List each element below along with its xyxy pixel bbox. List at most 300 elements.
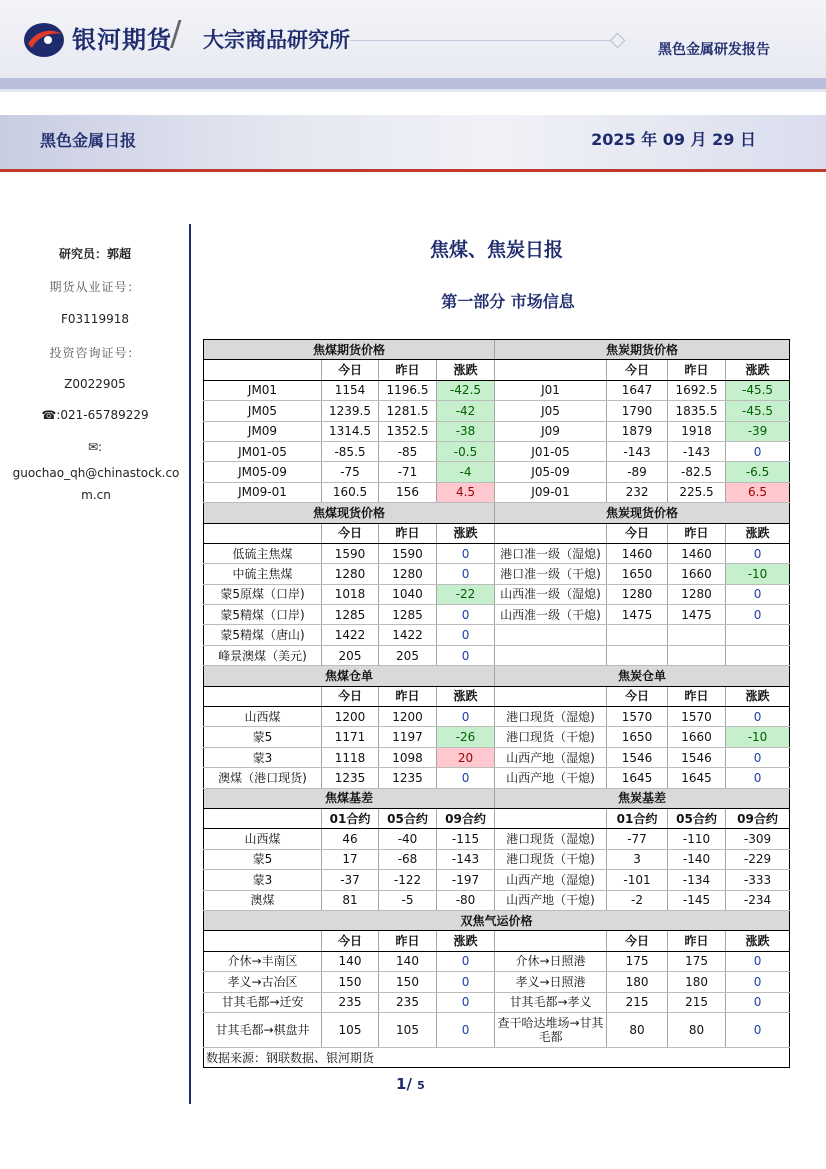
table-row (204, 441, 790, 461)
change-cell: -38 (437, 421, 495, 441)
column-header: 今日 (322, 686, 379, 706)
column-header: 今日 (607, 523, 668, 543)
table-row (204, 380, 790, 400)
column-header-row (204, 686, 790, 706)
column-header: 01合约 (322, 808, 379, 828)
column-header-blank (204, 686, 322, 706)
column-header: 涨跌 (437, 931, 495, 951)
value-cell: 140 (322, 951, 379, 971)
report-date: 2025 年 09 月 29 日 (591, 130, 756, 149)
row-label: 澳煤 (204, 890, 322, 910)
row-label: 峰景澳煤（美元) (204, 645, 322, 665)
column-header: 涨跌 (437, 523, 495, 543)
change-cell: -10 (726, 727, 790, 747)
value-cell: 1590 (322, 543, 379, 563)
value-cell: 1422 (379, 625, 437, 645)
row-label: 澳煤（港口现货) (204, 768, 322, 788)
change-cell: 0 (437, 992, 495, 1012)
change-cell: 20 (437, 747, 495, 767)
row-label: 甘其毛都→棋盘井 (204, 1012, 322, 1047)
row-label: J05 (495, 401, 607, 421)
change-cell: 0 (726, 951, 790, 971)
invest-license-label: 投资咨询证号： (49, 346, 141, 360)
value-cell: 1171 (322, 727, 379, 747)
value-cell: 105 (379, 1012, 437, 1047)
value-cell: -77 (607, 829, 668, 849)
value-cell: 17 (322, 849, 379, 869)
section-title-left: 焦煤期货价格 (204, 340, 495, 360)
value-cell: 215 (607, 992, 668, 1012)
value-cell (668, 625, 726, 645)
value-cell: 1475 (668, 605, 726, 625)
table-row (204, 951, 790, 971)
value-cell: -85.5 (322, 441, 379, 461)
value-cell: 1154 (322, 380, 379, 400)
row-label: 蒙3 (204, 870, 322, 890)
change-cell: 0 (437, 951, 495, 971)
value-cell: 232 (607, 482, 668, 502)
value-cell: 140 (379, 951, 437, 971)
change-cell: 0 (437, 707, 495, 727)
value-cell: 1118 (322, 747, 379, 767)
value-cell: -309 (726, 829, 790, 849)
value-cell: 81 (322, 890, 379, 910)
value-cell: 175 (668, 951, 726, 971)
value-cell: 215 (668, 992, 726, 1012)
row-label: 蒙3 (204, 747, 322, 767)
row-label: 山西准一级（湿熄) (495, 584, 607, 604)
value-cell: -89 (607, 462, 668, 482)
table-row (204, 482, 790, 502)
column-header: 01合约 (607, 808, 668, 828)
row-label: J09-01 (495, 482, 607, 502)
value-cell: -101 (607, 870, 668, 890)
value-cell: 1196.5 (379, 380, 437, 400)
value-cell: 1546 (607, 747, 668, 767)
row-label: 低硫主焦煤 (204, 543, 322, 563)
column-header: 05合约 (668, 808, 726, 828)
column-header-row (204, 931, 790, 951)
row-label: 蒙5精煤（口岸) (204, 605, 322, 625)
table-row (204, 707, 790, 727)
value-cell: 1650 (607, 727, 668, 747)
table-row (204, 870, 790, 890)
value-cell: 1280 (379, 564, 437, 584)
section-header-row (204, 666, 790, 686)
table-row (204, 645, 790, 665)
value-cell: 1647 (607, 380, 668, 400)
value-cell: -5 (379, 890, 437, 910)
row-label: 介休→日照港 (495, 951, 607, 971)
table-row (204, 747, 790, 767)
column-header-blank (495, 808, 607, 828)
value-cell: 46 (322, 829, 379, 849)
row-label: 港口现货（干熄) (495, 849, 607, 869)
column-header: 涨跌 (437, 360, 495, 380)
value-cell (668, 645, 726, 665)
value-cell: 1281.5 (379, 401, 437, 421)
value-cell: 1650 (607, 564, 668, 584)
table-row (204, 543, 790, 563)
column-header-blank (204, 523, 322, 543)
value-cell: -85 (379, 441, 437, 461)
page-title: 焦煤、焦炭日报 (429, 239, 563, 261)
change-cell: 0 (437, 625, 495, 645)
change-cell: 0 (726, 543, 790, 563)
change-cell: 0 (726, 747, 790, 767)
column-header: 09合约 (726, 808, 790, 828)
row-label: 山西煤 (204, 707, 322, 727)
change-cell: 0 (437, 972, 495, 992)
value-cell: 180 (668, 972, 726, 992)
table-row (204, 605, 790, 625)
value-cell: -143 (607, 441, 668, 461)
value-cell: 1879 (607, 421, 668, 441)
page-total: 5 (417, 1079, 425, 1092)
section-title-left: 焦煤仓单 (204, 666, 495, 686)
change-cell: 0 (726, 584, 790, 604)
row-label: 孝义→古冶区 (204, 972, 322, 992)
row-label: 山西产地（湿熄) (495, 747, 607, 767)
value-cell: 1200 (379, 707, 437, 727)
value-cell (607, 645, 668, 665)
value-cell: -2 (607, 890, 668, 910)
email-address[interactable]: guochao_qh@chinastock.com.cn (12, 466, 180, 502)
column-header-blank (204, 360, 322, 380)
row-label: JM05-09 (204, 462, 322, 482)
brand-divider: / (170, 14, 182, 54)
value-cell: -40 (379, 829, 437, 849)
value-cell: 180 (607, 972, 668, 992)
value-cell: -115 (437, 829, 495, 849)
value-cell: -143 (668, 441, 726, 461)
change-cell: -10 (726, 564, 790, 584)
value-cell: 150 (322, 972, 379, 992)
value-cell: 1352.5 (379, 421, 437, 441)
value-cell: 105 (322, 1012, 379, 1047)
column-header: 今日 (322, 360, 379, 380)
table-row (204, 972, 790, 992)
change-cell: 0 (726, 1012, 790, 1047)
value-cell: 1018 (322, 584, 379, 604)
row-label: 介休→丰南区 (204, 951, 322, 971)
data-source-note: 数据来源：钢联数据、银河期货 (204, 1047, 790, 1067)
value-cell: 1918 (668, 421, 726, 441)
value-cell: 80 (607, 1012, 668, 1047)
row-label: 山西产地（湿熄) (495, 870, 607, 890)
value-cell: 205 (322, 645, 379, 665)
column-header-blank (495, 360, 607, 380)
value-cell: -71 (379, 462, 437, 482)
table-row (204, 625, 790, 645)
change-cell (726, 625, 790, 645)
row-label (495, 645, 607, 665)
page-number: 1/ 5 (396, 1075, 425, 1093)
column-header: 涨跌 (726, 360, 790, 380)
column-header: 涨跌 (437, 686, 495, 706)
change-cell: -6.5 (726, 462, 790, 482)
table-row (204, 401, 790, 421)
section-title-right: 焦炭基差 (495, 788, 790, 808)
change-cell: -42 (437, 401, 495, 421)
value-cell: -134 (668, 870, 726, 890)
header-stripe (0, 78, 826, 89)
value-cell: 1645 (668, 768, 726, 788)
change-cell: 6.5 (726, 482, 790, 502)
phone-number: ☎:021-65789229 (41, 408, 149, 422)
change-cell: 0 (726, 992, 790, 1012)
change-cell: 4.5 (437, 482, 495, 502)
table-row (204, 462, 790, 482)
row-label: 蒙5 (204, 727, 322, 747)
column-header-blank (204, 808, 322, 828)
value-cell: 156 (379, 482, 437, 502)
section-title-right: 焦炭仓单 (495, 666, 790, 686)
value-cell: 1790 (607, 401, 668, 421)
column-header: 今日 (607, 931, 668, 951)
column-header: 今日 (607, 360, 668, 380)
row-label: 港口现货（湿熄) (495, 707, 607, 727)
column-header: 涨跌 (726, 931, 790, 951)
column-header-blank (495, 931, 607, 951)
value-cell: -140 (668, 849, 726, 869)
value-cell: 1239.5 (322, 401, 379, 421)
column-header: 昨日 (668, 523, 726, 543)
row-label: 蒙5 (204, 849, 322, 869)
value-cell: 1098 (379, 747, 437, 767)
row-label: JM01 (204, 380, 322, 400)
column-header: 昨日 (379, 931, 437, 951)
column-header-blank (495, 523, 607, 543)
table-row (204, 829, 790, 849)
change-cell: 0 (437, 645, 495, 665)
change-cell: 0 (437, 768, 495, 788)
column-header: 今日 (322, 931, 379, 951)
table-row (204, 584, 790, 604)
table-row (204, 727, 790, 747)
row-label: 山西准一级（干熄) (495, 605, 607, 625)
value-cell: 80 (668, 1012, 726, 1047)
section-title-right: 焦炭现货价格 (495, 503, 790, 523)
value-cell: -333 (726, 870, 790, 890)
column-header-blank (495, 686, 607, 706)
section-title-right: 焦炭期货价格 (495, 340, 790, 360)
value-cell: 3 (607, 849, 668, 869)
value-cell: -234 (726, 890, 790, 910)
row-label: J09 (495, 421, 607, 441)
report-type: 黑色金属研发报告 (658, 42, 770, 58)
change-cell: -0.5 (437, 441, 495, 461)
value-cell: 175 (607, 951, 668, 971)
change-cell: -45.5 (726, 401, 790, 421)
column-header: 09合约 (437, 808, 495, 828)
value-cell: 1570 (668, 707, 726, 727)
change-cell: -4 (437, 462, 495, 482)
value-cell: 205 (379, 645, 437, 665)
row-label: 山西产地（干熄) (495, 890, 607, 910)
row-label: 山西煤 (204, 829, 322, 849)
value-cell: -229 (726, 849, 790, 869)
value-cell: 1570 (607, 707, 668, 727)
value-cell: 160.5 (322, 482, 379, 502)
value-cell (607, 625, 668, 645)
column-header-row (204, 808, 790, 828)
change-cell: 0 (437, 605, 495, 625)
row-label: 孝义→日照港 (495, 972, 607, 992)
change-cell (726, 645, 790, 665)
value-cell: -122 (379, 870, 437, 890)
value-cell: 1460 (607, 543, 668, 563)
value-cell: 1692.5 (668, 380, 726, 400)
report-name: 黑色金属日报 (40, 131, 137, 150)
row-label: 蒙5精煤（唐山) (204, 625, 322, 645)
section-header-row (204, 788, 790, 808)
change-cell: 0 (726, 972, 790, 992)
change-cell: -45.5 (726, 380, 790, 400)
change-cell: 0 (437, 543, 495, 563)
row-label: J05-09 (495, 462, 607, 482)
value-cell: 1280 (668, 584, 726, 604)
market-info-table (203, 339, 790, 1068)
title-band-rule (0, 169, 826, 172)
column-header: 昨日 (668, 931, 726, 951)
value-cell: 1235 (379, 768, 437, 788)
value-cell: -197 (437, 870, 495, 890)
galaxy-logo-icon (22, 20, 66, 60)
value-cell: 1590 (379, 543, 437, 563)
table-row (204, 849, 790, 869)
value-cell: 1235 (322, 768, 379, 788)
change-cell: -42.5 (437, 380, 495, 400)
column-header: 昨日 (379, 523, 437, 543)
value-cell: -143 (437, 849, 495, 869)
column-header-row (204, 360, 790, 380)
row-label: 甘其毛都→孝义 (495, 992, 607, 1012)
value-cell: -75 (322, 462, 379, 482)
table-row (204, 564, 790, 584)
value-cell: 150 (379, 972, 437, 992)
value-cell: -110 (668, 829, 726, 849)
value-cell: 1422 (322, 625, 379, 645)
row-label: J01-05 (495, 441, 607, 461)
change-cell: 0 (726, 441, 790, 461)
institute-name: 大宗商品研究所 (203, 28, 350, 52)
value-cell: 1835.5 (668, 401, 726, 421)
table-row (204, 1012, 790, 1047)
column-header: 昨日 (668, 360, 726, 380)
value-cell: -145 (668, 890, 726, 910)
change-cell: 0 (437, 564, 495, 584)
value-cell: 1546 (668, 747, 726, 767)
source-row (204, 1047, 790, 1067)
section-title-left: 焦煤基差 (204, 788, 495, 808)
section-title-cell: 双焦气运价格 (204, 910, 790, 930)
row-label: 蒙5原煤（口岸) (204, 584, 322, 604)
value-cell: 235 (379, 992, 437, 1012)
value-cell: 1280 (607, 584, 668, 604)
value-cell: 1285 (379, 605, 437, 625)
row-label: 中硫主焦煤 (204, 564, 322, 584)
row-label: JM05 (204, 401, 322, 421)
row-label: 港口现货（湿熄) (495, 829, 607, 849)
value-cell: -82.5 (668, 462, 726, 482)
value-cell: 235 (322, 992, 379, 1012)
column-header-blank (204, 931, 322, 951)
value-cell: 1285 (322, 605, 379, 625)
row-label: JM09 (204, 421, 322, 441)
column-header: 今日 (607, 686, 668, 706)
column-header: 昨日 (379, 360, 437, 380)
row-label: JM09-01 (204, 482, 322, 502)
row-label: 港口现货（干熄) (495, 727, 607, 747)
mail-icon: ✉: (87, 440, 103, 454)
column-header: 昨日 (668, 686, 726, 706)
value-cell: 1475 (607, 605, 668, 625)
table-row (204, 890, 790, 910)
column-header: 今日 (322, 523, 379, 543)
table-row (204, 768, 790, 788)
change-cell: 0 (726, 605, 790, 625)
value-cell: 1460 (668, 543, 726, 563)
value-cell: 1314.5 (322, 421, 379, 441)
value-cell: 1280 (322, 564, 379, 584)
section-header-row (204, 503, 790, 523)
row-label: 山西产地（干熄) (495, 768, 607, 788)
value-cell: 1197 (379, 727, 437, 747)
value-cell: -37 (322, 870, 379, 890)
section-title-left: 焦煤现货价格 (204, 503, 495, 523)
license-label: 期货从业证号： (49, 280, 141, 294)
column-header: 涨跌 (726, 686, 790, 706)
brand-name: 银河期货 (72, 26, 172, 54)
table-row (204, 421, 790, 441)
column-header-row (204, 523, 790, 543)
value-cell: 1660 (668, 564, 726, 584)
row-label: 查干哈达堆场→甘其毛都 (495, 1012, 607, 1047)
column-header: 涨跌 (726, 523, 790, 543)
value-cell: -68 (379, 849, 437, 869)
row-label: 港口准一级（干熄) (495, 564, 607, 584)
change-cell: 0 (726, 707, 790, 727)
value-cell: 1645 (607, 768, 668, 788)
section-header-row (204, 340, 790, 360)
row-label: JM01-05 (204, 441, 322, 461)
license-number: F03119918 (61, 312, 129, 326)
change-cell: 0 (726, 768, 790, 788)
researcher-name: 研究员：郭超 (58, 247, 131, 261)
section-title: 第一部分 市场信息 (441, 292, 575, 311)
invest-license-number: Z0022905 (64, 377, 126, 391)
value-cell: 1660 (668, 727, 726, 747)
table-row (204, 992, 790, 1012)
change-cell: -39 (726, 421, 790, 441)
value-cell: 225.5 (668, 482, 726, 502)
header-deco-line (350, 40, 620, 41)
column-header: 昨日 (379, 686, 437, 706)
row-label: 甘其毛都→迁安 (204, 992, 322, 1012)
change-cell: -26 (437, 727, 495, 747)
row-label: J01 (495, 380, 607, 400)
page-current: 1 (396, 1075, 407, 1093)
row-label: 港口准一级（湿熄) (495, 543, 607, 563)
value-cell: 1200 (322, 707, 379, 727)
row-label (495, 625, 607, 645)
value-cell: -80 (437, 890, 495, 910)
value-cell: 1040 (379, 584, 437, 604)
change-cell: 0 (437, 1012, 495, 1047)
change-cell: -22 (437, 584, 495, 604)
section-header-row (204, 910, 790, 930)
